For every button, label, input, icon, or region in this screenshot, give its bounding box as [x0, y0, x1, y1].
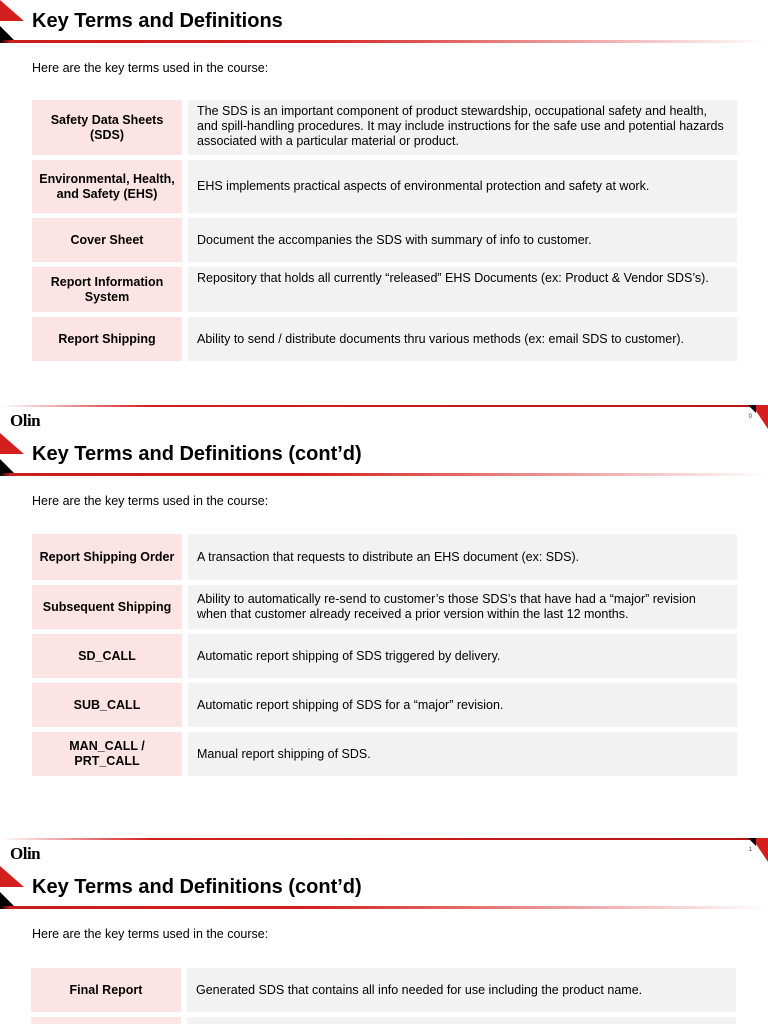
definition-cell: Generated SDS that contains all info needed for use including the product name. [187, 968, 736, 1012]
definition-cell: Document the accompanies the SDS with summary of info to customer. [188, 218, 737, 262]
definition-cell: Automatic report shipping of SDS triggered by delivery. [188, 634, 737, 678]
definition-cell: Ability to automatically re-send to customer’s those SDS’s that have had a “major” revision when that customer already received a prior version within the last 12 months. [188, 585, 737, 629]
term-cell: Safety Data Sheets (SDS) [32, 100, 182, 155]
table-row [32, 683, 737, 727]
slide-title: Key Terms and Definitions [32, 10, 283, 32]
page-number: 1 [748, 847, 752, 853]
term-cell: Report Shipping Order [32, 534, 182, 580]
table-row [32, 534, 737, 580]
title-rule [0, 906, 768, 909]
title-rule [0, 40, 768, 43]
table-row [32, 160, 737, 213]
definition-cell: The SDS is an important component of product stewardship, occupational safety and health, and spill-handling procedures. It may include instructions for the safe use and potential hazards associated with a particular material or product. [188, 100, 737, 155]
footer-rule [0, 405, 752, 407]
term-cell: Cover Sheet [32, 218, 182, 262]
definition-cell: EHS implements practical aspects of environmental protection and safety at work. [188, 160, 737, 213]
page-number: 0 [748, 414, 752, 420]
term-cell: Environmental, Health, and Safety (EHS) [32, 160, 182, 213]
olin-logo: Olin [10, 844, 41, 863]
term-cell: Report Information System [32, 267, 182, 312]
slide-footer [0, 838, 768, 864]
intro-text: Here are the key terms used in the course: [32, 494, 269, 508]
definition-cell: Manual report shipping of SDS. [188, 732, 737, 776]
term-cell: Report Shipping [32, 317, 182, 361]
footer-corner-accent-black [748, 405, 756, 413]
definition-cell: Automatic report shipping of SDS for a “major” revision. [188, 683, 737, 727]
term-cell: SD_CALL [32, 634, 182, 678]
term-cell: MAN_CALL / PRT_CALL [32, 732, 182, 776]
term-cell [31, 1017, 181, 1024]
footer-corner-accent-black [748, 838, 756, 846]
table-row [32, 218, 737, 262]
table-row [32, 267, 737, 312]
table-row [31, 968, 736, 1012]
table-row [32, 317, 737, 361]
slide-title: Key Terms and Definitions (cont’d) [32, 876, 362, 898]
slide-title: Key Terms and Definitions (cont’d) [32, 443, 362, 465]
corner-accent [0, 433, 24, 454]
definition-cell: Ability to send / distribute documents thru various methods (ex: email SDS to customer). [188, 317, 737, 361]
corner-accent [0, 0, 24, 21]
table-row [32, 585, 737, 629]
slide-1 [0, 0, 768, 430]
table-row [32, 634, 737, 678]
term-cell: Final Report [31, 968, 181, 1012]
olin-logo: Olin [10, 411, 41, 430]
definition-cell: Repository that holds all currently “released” EHS Documents (ex: Product & Vendor SDS’s). [188, 267, 737, 312]
title-rule [0, 473, 768, 476]
footer-rule [0, 838, 752, 840]
table-row [32, 100, 737, 155]
term-cell: SUB_CALL [32, 683, 182, 727]
intro-text: Here are the key terms used in the course: [32, 61, 269, 75]
slide-3 [0, 866, 768, 1024]
definition-cell [187, 1017, 736, 1024]
slide-footer [0, 405, 768, 431]
slide-2 [0, 433, 768, 863]
table-row [32, 732, 737, 776]
corner-accent [0, 866, 24, 887]
term-cell: Subsequent Shipping [32, 585, 182, 629]
table-row [31, 1017, 736, 1024]
definition-cell: A transaction that requests to distribute an EHS document (ex: SDS). [188, 534, 737, 580]
intro-text: Here are the key terms used in the course: [32, 927, 269, 941]
